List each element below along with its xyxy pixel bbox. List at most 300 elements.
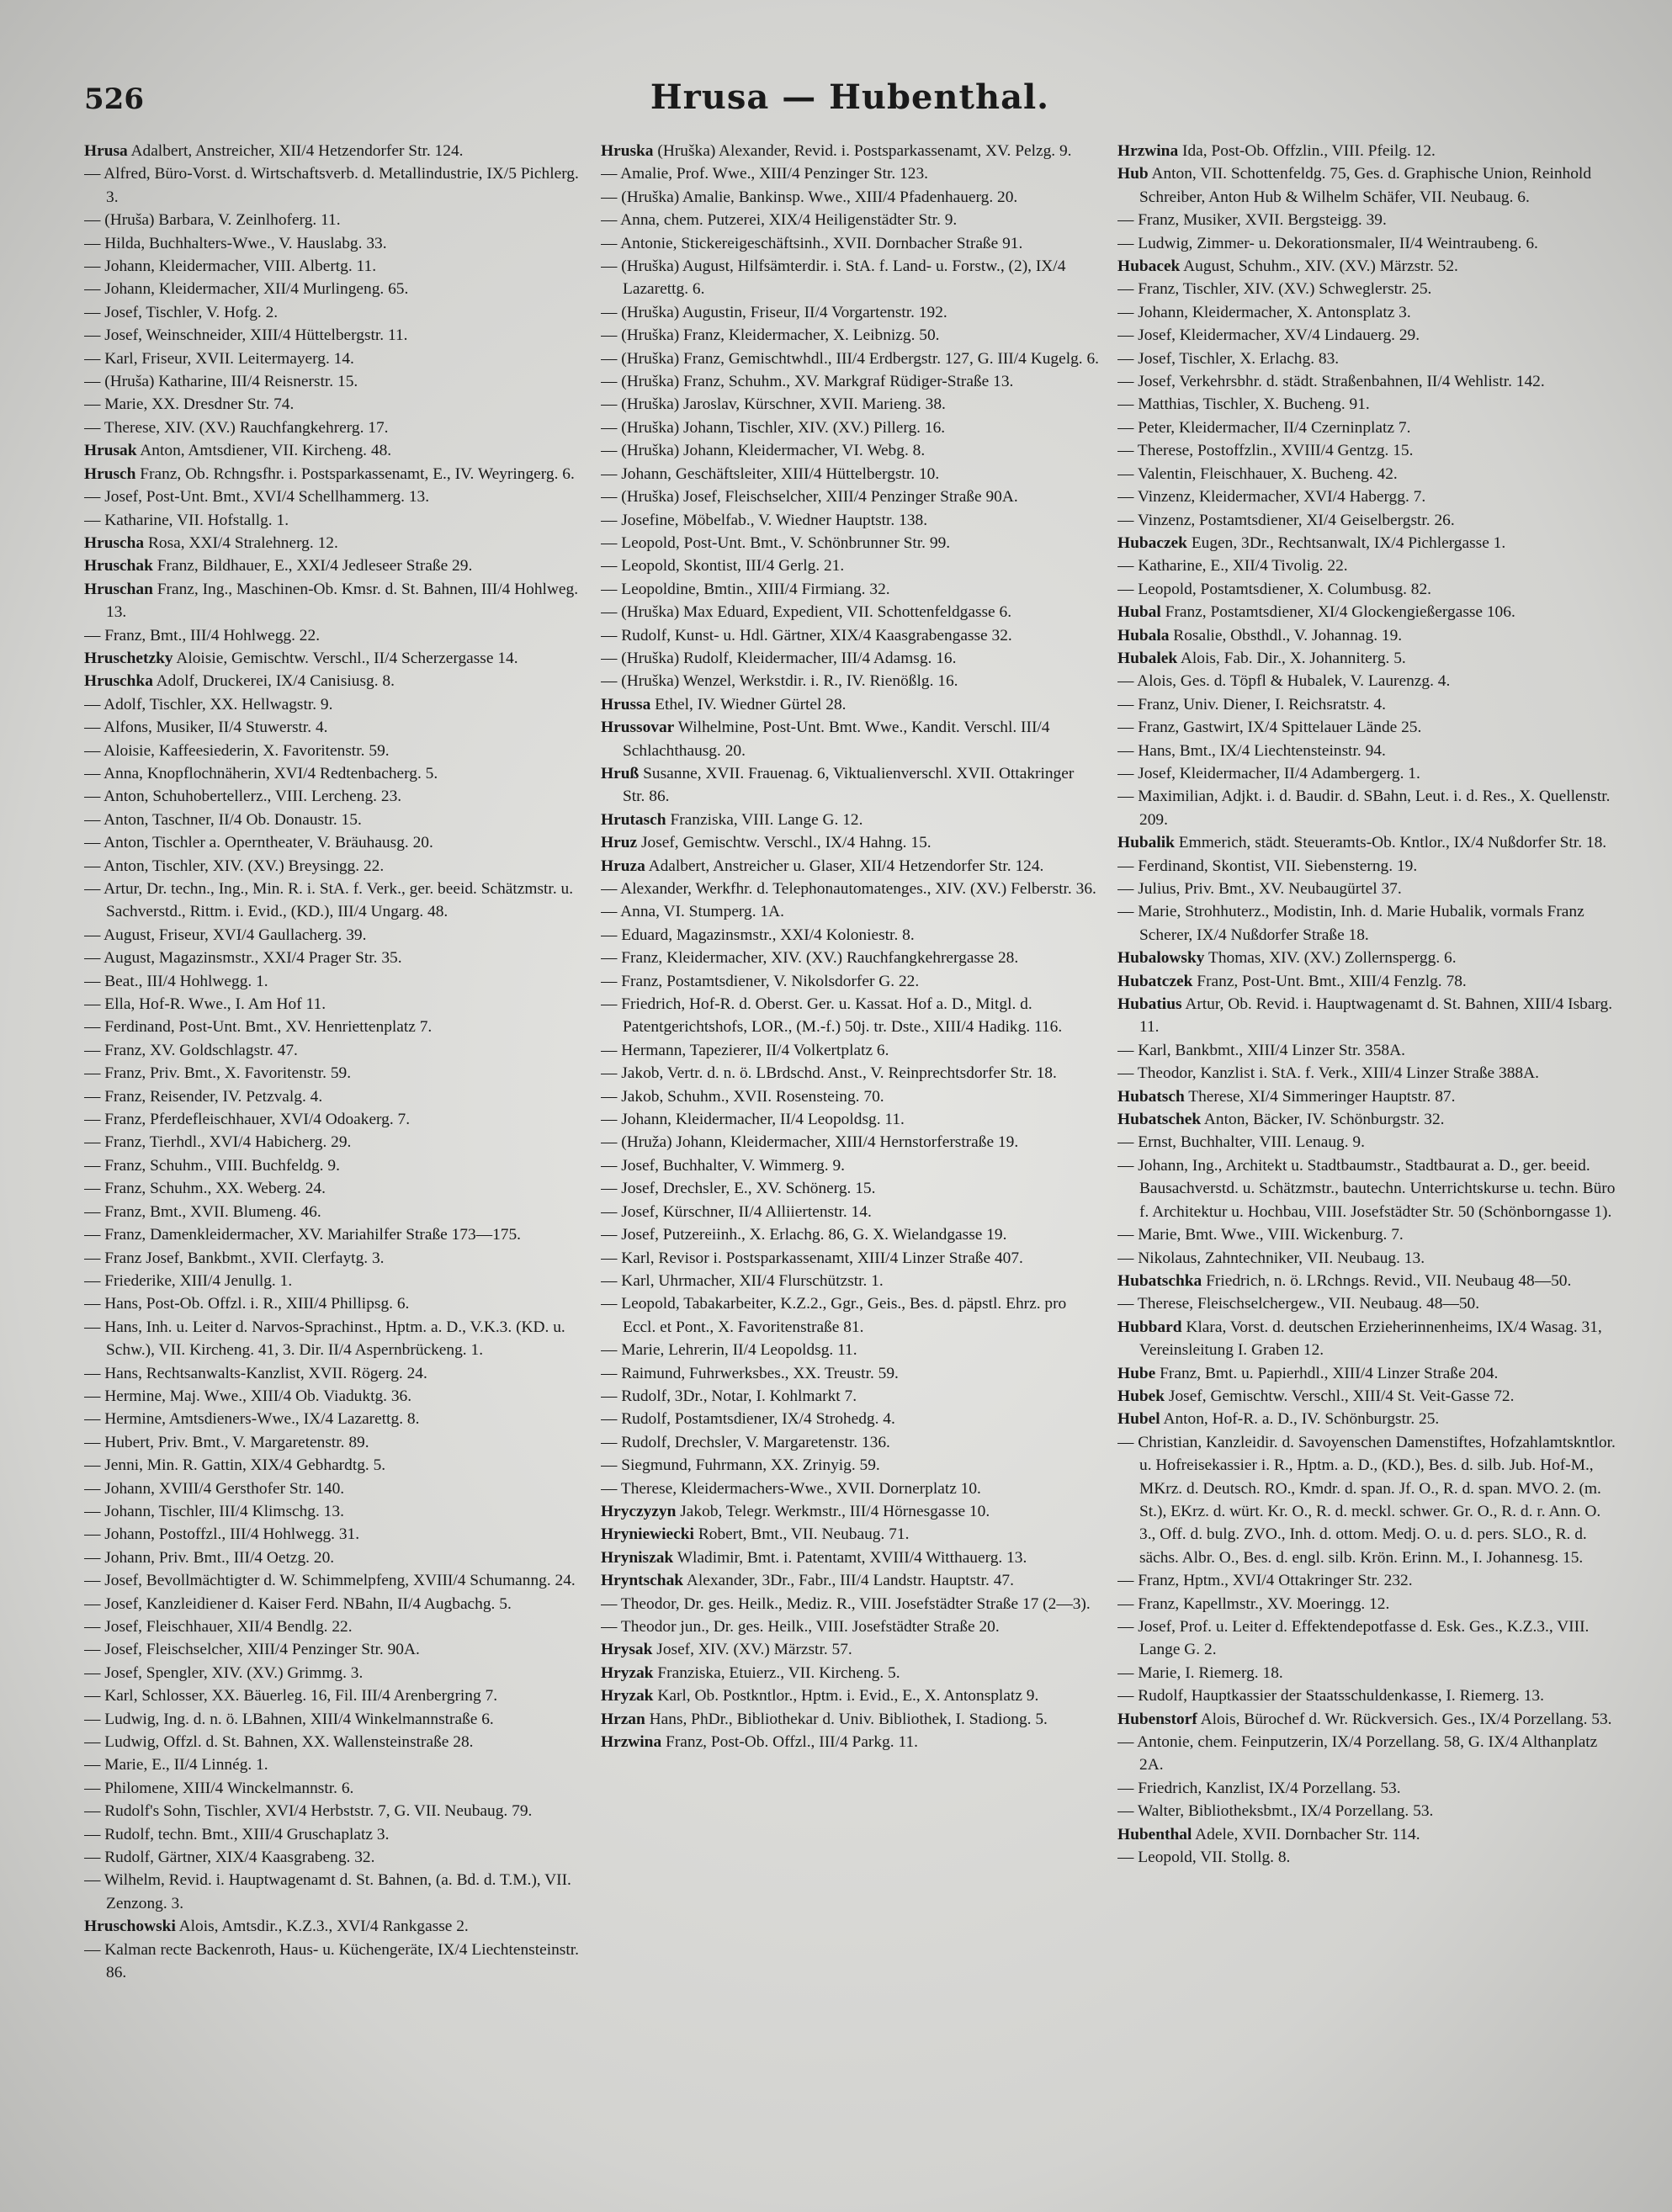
entry-surname: Hubalek bbox=[1117, 649, 1178, 667]
directory-entry bbox=[1117, 1385, 1616, 1408]
entry-text: Aloisie, Gemischtw. Verschl., II/4 Scherzergasse 14. bbox=[176, 649, 518, 667]
directory-entry bbox=[84, 1500, 582, 1523]
entry-text: — Kalman recte Backenroth, Haus- u. Küchengeräte, IX/4 Liechtensteinstr. 86. bbox=[84, 1940, 579, 1982]
directory-entry bbox=[601, 162, 1099, 185]
directory-entry bbox=[84, 1039, 582, 1062]
entry-text: Alois, Bürochef d. Wr. Rückversich. Ges., IX/4 Porzellang. 53. bbox=[1200, 1710, 1612, 1728]
directory-entry bbox=[84, 1362, 582, 1385]
entry-surname: Hrzan bbox=[601, 1710, 645, 1728]
directory-entry bbox=[84, 1131, 582, 1154]
entry-text: — Johann, Kleidermacher, VIII. Albertg. 11. bbox=[84, 257, 377, 276]
directory-entry bbox=[1117, 855, 1616, 878]
entry-surname: Hubalowsky bbox=[1117, 949, 1205, 968]
directory-entry bbox=[601, 1615, 1099, 1638]
entry-surname: Hubatius bbox=[1117, 995, 1182, 1014]
directory-entry bbox=[84, 1062, 582, 1085]
entry-text: — Leopold, Postamtsdiener, X. Columbusg. 82. bbox=[1117, 580, 1432, 598]
entry-text: — Josef, Kleidermacher, XV/4 Lindauerg. 29. bbox=[1117, 326, 1420, 345]
directory-entry bbox=[84, 1316, 582, 1362]
directory-entry bbox=[84, 1385, 582, 1408]
entry-text: — Leopold, Tabakarbeiter, K.Z.2., Ggr., Geis., Bes. d. päpstl. Ehrz. pro Eccl. et Pont., X. Favoritenstraße 81. bbox=[601, 1295, 1067, 1336]
entry-text: — Josef, Tischler, V. Hofg. 2. bbox=[84, 303, 279, 321]
directory-entry bbox=[601, 140, 1099, 162]
directory-entry bbox=[1117, 785, 1616, 831]
entry-surname: Hubatschek bbox=[1117, 1111, 1202, 1129]
directory-entry bbox=[601, 1223, 1099, 1246]
entry-surname: Hruß bbox=[601, 764, 640, 782]
entry-surname: Hrussovar bbox=[601, 719, 675, 737]
entry-text: — Josef, Putzereiinh., X. Erlachg. 86, G. X. Wielandgasse 19. bbox=[601, 1226, 1007, 1244]
entry-text: — Karl, Revisor i. Postsparkassenamt, XIII/4 Linzer Straße 407. bbox=[601, 1249, 1023, 1267]
entry-text: — Rudolf, Drechsler, V. Margaretenstr. 136. bbox=[601, 1433, 890, 1451]
entry-text: Alois, Amtsdir., K.Z.3., XVI/4 Rankgasse 2. bbox=[178, 1918, 469, 1936]
directory-entry bbox=[1117, 716, 1616, 739]
directory-entry bbox=[1117, 416, 1616, 439]
directory-entry bbox=[1117, 370, 1616, 393]
entry-text: Klara, Vorst. d. deutschen Erzieherinnenheims, IX/4 Wasag. 31, Vereinsleitung I. Graben 12. bbox=[1139, 1318, 1602, 1360]
directory-entry bbox=[601, 993, 1099, 1039]
directory-entry bbox=[601, 485, 1099, 508]
directory-entry bbox=[84, 1708, 582, 1731]
directory-entry bbox=[84, 1546, 582, 1569]
entry-text: — Jenni, Min. R. Gattin, XIX/4 Gebhardtg. 5. bbox=[84, 1456, 386, 1475]
entry-text: — Matthias, Tischler, X. Bucheng. 91. bbox=[1117, 395, 1370, 414]
directory-entry bbox=[1117, 1777, 1616, 1800]
entry-text: — Josef, Prof. u. Leiter d. Effektendepotfasse d. Esk. Ges., K.Z.3., VIII. Lange G. 2. bbox=[1117, 1618, 1590, 1659]
entry-text: — Jakob, Vertr. d. n. ö. LBrdschd. Anst., V. Reinprechtsdorfer Str. 18. bbox=[601, 1064, 1057, 1083]
entry-text: — Karl, Uhrmacher, XII/4 Flurschützstr. 1. bbox=[601, 1271, 884, 1290]
directory-entry bbox=[1117, 393, 1616, 416]
entry-text: — Artur, Dr. techn., Ing., Min. R. i. StA. f. Verk., ger. beeid. Schätzmstr. u. Sachverstd., Rittm. i. Evid., (KD.), III/4 Ungarg. 48. bbox=[84, 880, 574, 921]
directory-entry bbox=[84, 1846, 582, 1869]
column-2 bbox=[601, 140, 1099, 2193]
directory-entry bbox=[1117, 947, 1616, 969]
directory-entry bbox=[1117, 1662, 1616, 1684]
directory-entry bbox=[84, 1939, 582, 1985]
entry-surname: Hruschak bbox=[84, 557, 153, 576]
directory-entry bbox=[601, 1546, 1099, 1569]
entry-text: — Franz, Schuhm., VIII. Buchfeldg. 9. bbox=[84, 1156, 340, 1175]
directory-entry bbox=[84, 1292, 582, 1315]
entry-text: — Franz Josef, Bankbmt., XVII. Clerfaytg. 3. bbox=[84, 1249, 385, 1267]
directory-entry bbox=[84, 1800, 582, 1822]
directory-entry bbox=[84, 255, 582, 278]
entry-text: — Ella, Hof-R. Wwe., I. Am Hof 11. bbox=[84, 995, 326, 1014]
page-number: 526 bbox=[84, 82, 144, 116]
directory-entry bbox=[84, 831, 582, 854]
directory-entry bbox=[1117, 1569, 1616, 1592]
entry-text: — Josef, Buchhalter, V. Wimmerg. 9. bbox=[601, 1156, 845, 1175]
entry-text: — Johann, Tischler, III/4 Klimschg. 13. bbox=[84, 1502, 344, 1520]
entry-text: — Josefine, Möbelfab., V. Wiedner Hauptstr. 138. bbox=[601, 511, 928, 529]
entry-text: Anton, Amtsdiener, VII. Kircheng. 48. bbox=[140, 442, 392, 460]
entry-text: — (Hruška) Jaroslav, Kürschner, XVII. Marieng. 38. bbox=[601, 395, 946, 414]
directory-entry bbox=[84, 809, 582, 831]
entry-surname: Hrusak bbox=[84, 442, 137, 460]
entry-text: — Theodor, Dr. ges. Heilk., Mediz. R., VIII. Josefstädter Straße 17 (2—3). bbox=[601, 1594, 1091, 1613]
directory-entry bbox=[1117, 1823, 1616, 1846]
entry-text: — Christian, Kanzleidir. d. Savoyenschen Damenstiftes, Hofzahlamtskntlor. u. Hofreisekassier i. R., Hptm. a. D., (KD.), Bes. d. silb. Jub. Hof-M., MKrz. d. Deutsch. RO., Kmdr. d. span. Jf. O., R. d. span. MVO. 2. (m. St.), EKrz. d. würt. Kr. O., R. d. meckl. schwer. Gr. O., R. d. r. Ann. O. 3., Off. d. bulg. ZVO., Inh. d. ottom. Medj. O. u. d. pers. SLO., R. d. sächs. Albr. O., Bes. d. engl. silb. Krön. Erinn. M., I. Johannesg. 15. bbox=[1117, 1433, 1616, 1567]
directory-entry bbox=[601, 1247, 1099, 1270]
entry-text: — Ferdinand, Post-Unt. Bmt., XV. Henriettenplatz 7. bbox=[84, 1018, 433, 1037]
directory-entry bbox=[1117, 509, 1616, 532]
entry-text: — (Hruška) Augustin, Friseur, II/4 Vorgartenstr. 192. bbox=[601, 303, 947, 321]
entry-text: Ida, Post-Ob. Offzlin., VIII. Pfeilg. 12. bbox=[1182, 142, 1436, 160]
directory-entry bbox=[1117, 1362, 1616, 1385]
directory-entry bbox=[84, 1108, 582, 1131]
entry-text: — Franz, Tischler, XIV. (XV.) Schweglerstr. 25. bbox=[1117, 280, 1432, 299]
directory-entry bbox=[601, 1662, 1099, 1684]
entry-text: Artur, Ob. Revid. i. Hauptwagenamt d. St. Bahnen, XIII/4 Isbarg. 11. bbox=[1139, 995, 1613, 1037]
directory-entry bbox=[84, 463, 582, 485]
entry-text: — Jakob, Schuhm., XVII. Rosensteing. 70. bbox=[601, 1087, 884, 1106]
directory-entry bbox=[84, 1615, 582, 1638]
entry-text: Rosa, XXI/4 Stralehnerg. 12. bbox=[147, 533, 338, 552]
directory-entry bbox=[601, 416, 1099, 439]
page-header bbox=[84, 77, 1616, 128]
directory-entry bbox=[84, 785, 582, 808]
directory-entry bbox=[601, 439, 1099, 462]
entry-text: Adalbert, Anstreicher, XII/4 Hetzendorfer Str. 124. bbox=[130, 142, 464, 160]
entry-text: — Hermine, Amtsdieners-Wwe., IX/4 Lazarettg. 8. bbox=[84, 1410, 420, 1429]
entry-text: — Anton, Taschner, II/4 Ob. Donaustr. 15. bbox=[84, 810, 362, 829]
directory-entry bbox=[84, 578, 582, 624]
entry-text: — Vinzenz, Postamtsdiener, XI/4 Geiselbergstr. 26. bbox=[1117, 511, 1455, 529]
entry-text: Franz, Bmt. u. Papierhdl., XIII/4 Linzer Straße 204. bbox=[1160, 1364, 1499, 1382]
directory-entry bbox=[601, 762, 1099, 809]
directory-entry bbox=[1117, 670, 1616, 692]
entry-text: — Anton, Tischler a. Operntheater, V. Bräuhausg. 20. bbox=[84, 834, 433, 852]
entry-text: — Ferdinand, Skontist, VII. Siebensterng. 19. bbox=[1117, 857, 1418, 875]
entry-text: — Johann, Priv. Bmt., III/4 Oetzg. 20. bbox=[84, 1548, 335, 1567]
directory-entry bbox=[601, 1454, 1099, 1477]
entry-text: — Rudolf, Postamtsdiener, IX/4 Strohedg. 4. bbox=[601, 1410, 895, 1429]
entry-text: — Friederike, XIII/4 Jenullg. 1. bbox=[84, 1271, 293, 1290]
directory-entry bbox=[84, 1247, 582, 1270]
directory-entry bbox=[601, 1593, 1099, 1615]
entry-text: — Josef, Spengler, XIV. (XV.) Grimmg. 3. bbox=[84, 1663, 364, 1682]
directory-entry bbox=[601, 855, 1099, 878]
entry-text: — Hans, Inh. u. Leiter d. Narvos-Sprachinst., Hptm. a. D., V.K.3. (KD. u. Schw.), VII. Kircheng. 41, 3. Dir. II/4 Aspernbrückeng. 1. bbox=[84, 1318, 565, 1360]
directory-entry bbox=[84, 370, 582, 393]
entry-text: — Hermine, Maj. Wwe., XIII/4 Ob. Viaduktg. 36. bbox=[84, 1387, 412, 1405]
entry-text: — (Hruška) Johann, Kleidermacher, VI. Webg. 8. bbox=[601, 442, 926, 460]
entry-text: — Anna, VI. Stumperg. 1A. bbox=[601, 903, 784, 921]
entry-text: — Franz, Postamtsdiener, V. Nikolsdorfer G. 22. bbox=[601, 972, 920, 990]
entry-text: Rosalie, Obsthdl., V. Johannag. 19. bbox=[1173, 626, 1403, 645]
entry-text: Eugen, 3Dr., Rechtsanwalt, IX/4 Pichlergasse 1. bbox=[1191, 533, 1506, 552]
directory-entry bbox=[601, 1362, 1099, 1385]
directory-entry bbox=[1117, 1431, 1616, 1569]
directory-entry bbox=[84, 1869, 582, 1915]
entry-surname: Hrzwina bbox=[1117, 142, 1179, 160]
entry-text: — Franz, Musiker, XVII. Bergsteigg. 39. bbox=[1117, 211, 1387, 230]
directory-entry bbox=[84, 716, 582, 739]
entry-surname: Hubatczek bbox=[1117, 972, 1193, 990]
directory-entry bbox=[84, 693, 582, 716]
directory-entry bbox=[1117, 1615, 1616, 1662]
entry-surname: Hrusch bbox=[84, 464, 136, 483]
directory-entry bbox=[1117, 693, 1616, 716]
entry-text: — Antonie, chem. Feinputzerin, IX/4 Porzellang. 58, G. IX/4 Althanplatz 2A. bbox=[1117, 1733, 1598, 1774]
directory-entry bbox=[84, 1915, 582, 1938]
entry-surname: Hruska bbox=[601, 142, 654, 160]
entry-text: — Rudolf, 3Dr., Notar, I. Kohlmarkt 7. bbox=[601, 1387, 857, 1405]
entry-text: — Josef, Tischler, X. Erlachg. 83. bbox=[1117, 349, 1340, 368]
directory-entry bbox=[1117, 970, 1616, 993]
entry-surname: Hubatschka bbox=[1117, 1271, 1202, 1290]
directory-entry bbox=[601, 1638, 1099, 1661]
directory-entry bbox=[84, 1016, 582, 1038]
entry-text: — Franz, Gastwirt, IX/4 Spittelauer Lände 25. bbox=[1117, 719, 1422, 737]
directory-entry bbox=[1117, 1062, 1616, 1085]
directory-entry bbox=[601, 809, 1099, 831]
directory-entry bbox=[84, 1823, 582, 1846]
directory-entry bbox=[601, 301, 1099, 324]
directory-entry bbox=[601, 947, 1099, 969]
directory-entry bbox=[84, 509, 582, 532]
directory-entry bbox=[601, 186, 1099, 209]
entry-text: — Franz, XV. Goldschlagstr. 47. bbox=[84, 1041, 298, 1059]
directory-entry bbox=[84, 1593, 582, 1615]
directory-entry bbox=[84, 416, 582, 439]
entry-text: — Rudolf's Sohn, Tischler, XVI/4 Herbststr. 7, G. VII. Neubaug. 79. bbox=[84, 1802, 533, 1821]
directory-entry bbox=[84, 209, 582, 231]
entry-surname: Hubek bbox=[1117, 1387, 1165, 1405]
entry-text: — Josef, Kleidermacher, II/4 Adambergerg. 1. bbox=[1117, 764, 1420, 782]
entry-text: — Karl, Friseur, XVII. Leitermayerg. 14. bbox=[84, 349, 354, 368]
entry-text: Wladimir, Bmt. i. Patentamt, XVIII/4 Witthauerg. 13. bbox=[677, 1548, 1027, 1567]
entry-text: — (Hruška) August, Hilfsämterdir. i. StA. f. Land- u. Forstw., (2), IX/4 Lazarettg. 6. bbox=[601, 257, 1066, 299]
entry-text: — Franz, Hptm., XVI/4 Ottakringer Str. 232. bbox=[1117, 1572, 1413, 1590]
directory-entry bbox=[601, 554, 1099, 577]
directory-entry bbox=[84, 855, 582, 878]
entry-text: Karl, Ob. Postkntlor., Hptm. i. Evid., E., X. Antonsplatz 9. bbox=[657, 1687, 1039, 1705]
entry-text: — Franz, Priv. Bmt., X. Favoritenstr. 59. bbox=[84, 1064, 352, 1083]
directory-entry bbox=[84, 324, 582, 347]
directory-entry bbox=[84, 1638, 582, 1661]
directory-entry bbox=[601, 209, 1099, 231]
entry-text: — (Hruša) Katharine, III/4 Reisnerstr. 15. bbox=[84, 373, 358, 391]
directory-entry bbox=[601, 1085, 1099, 1108]
entry-text: — Franz, Damenkleidermacher, XV. Mariahilfer Straße 173—175. bbox=[84, 1226, 522, 1244]
entry-text: Emmerich, städt. Steueramts-Ob. Kntlor., IX/4 Nußdorfer Str. 18. bbox=[1178, 834, 1607, 852]
directory-entry bbox=[1117, 1708, 1616, 1731]
directory-entry bbox=[84, 1408, 582, 1430]
directory-entry bbox=[601, 1108, 1099, 1131]
entry-surname: Hrussa bbox=[601, 695, 651, 713]
entry-surname: Hruschowski bbox=[84, 1918, 176, 1936]
entry-text: — Franz, Schuhm., XX. Weberg. 24. bbox=[84, 1180, 326, 1198]
entry-surname: Hrutasch bbox=[601, 810, 666, 829]
directory-entry bbox=[1117, 1684, 1616, 1707]
entry-surname: Hryniewiecki bbox=[601, 1525, 694, 1544]
entry-text: — Josef, Weinschneider, XIII/4 Hüttelbergstr. 11. bbox=[84, 326, 408, 345]
entry-surname: Hruschka bbox=[84, 672, 153, 691]
directory-entry bbox=[1117, 347, 1616, 370]
entry-text: — Hans, Post-Ob. Offzl. i. R., XIII/4 Phillipsg. 6. bbox=[84, 1295, 410, 1313]
column-1 bbox=[84, 140, 582, 2193]
directory-entry bbox=[1117, 485, 1616, 508]
entry-text: Franz, Post-Unt. Bmt., XIII/4 Fenzlg. 78. bbox=[1197, 972, 1467, 990]
directory-entry bbox=[601, 1477, 1099, 1500]
entry-text: — Vinzenz, Kleidermacher, XVI/4 Habergg. 7. bbox=[1117, 488, 1426, 507]
entry-text: — Franz, Kapellmstr., XV. Moeringg. 12. bbox=[1117, 1594, 1390, 1613]
entry-text: — Beat., III/4 Hohlwegg. 1. bbox=[84, 972, 268, 990]
directory-entry bbox=[1117, 278, 1616, 300]
entry-text: — (Hruška) Rudolf, Kleidermacher, III/4 Adamsg. 16. bbox=[601, 649, 957, 667]
entry-surname: Hubaczek bbox=[1117, 533, 1187, 552]
directory-entry bbox=[601, 831, 1099, 854]
entry-text: — Rudolf, Kunst- u. Hdl. Gärtner, XIX/4 Kaasgrabengasse 32. bbox=[601, 626, 1012, 645]
directory-entry bbox=[84, 393, 582, 416]
entry-text: — Johann, Postoffzl., III/4 Hohlwegg. 31. bbox=[84, 1525, 360, 1544]
entry-text: — August, Friseur, XVI/4 Gaullacherg. 39. bbox=[84, 926, 367, 944]
entry-text: — Hans, Rechtsanwalts-Kanzlist, XVII. Rögerg. 24. bbox=[84, 1364, 427, 1382]
entry-text: Anton, Hof-R. a. D., IV. Schönburgstr. 25. bbox=[1163, 1410, 1440, 1429]
entry-text: — Johann, Kleidermacher, II/4 Leopoldsg. 11. bbox=[601, 1111, 905, 1129]
entry-text: Adele, XVII. Dornbacher Str. 114. bbox=[1195, 1825, 1420, 1843]
entry-surname: Hubala bbox=[1117, 626, 1170, 645]
directory-entry bbox=[1117, 762, 1616, 785]
directory-entry bbox=[1117, 463, 1616, 485]
entry-text: — Ludwig, Offzl. d. St. Bahnen, XX. Wallensteinstraße 28. bbox=[84, 1733, 474, 1752]
column-3 bbox=[1117, 140, 1616, 2193]
entry-surname: Hruscha bbox=[84, 533, 145, 552]
entry-text: — Franz, Kleidermacher, XIV. (XV.) Rauchfangkehrergasse 28. bbox=[601, 949, 1019, 968]
directory-entry bbox=[84, 1523, 582, 1546]
entry-text: — Hilda, Buchhalters-Wwe., V. Hauslabg. 33. bbox=[84, 234, 387, 252]
entry-text: — Karl, Schlosser, XX. Bäuerleg. 16, Fil. III/4 Arenbergring 7. bbox=[84, 1687, 498, 1705]
entry-surname: Hruschan bbox=[84, 580, 153, 598]
directory-entry bbox=[1117, 900, 1616, 947]
entry-text: — Leopold, Skontist, III/4 Gerlg. 21. bbox=[601, 557, 845, 576]
directory-entry bbox=[84, 970, 582, 993]
directory-entry bbox=[1117, 1247, 1616, 1270]
entry-surname: Hryczyzyn bbox=[601, 1502, 677, 1520]
entry-text: — Aloisie, Kaffeesiederin, X. Favoritenstr. 59. bbox=[84, 741, 390, 760]
directory-entry bbox=[84, 1731, 582, 1753]
entry-text: — Raimund, Fuhrwerksbes., XX. Treustr. 59. bbox=[601, 1364, 899, 1382]
directory-entry bbox=[1117, 162, 1616, 209]
entry-text: — Leopold, Post-Unt. Bmt., V. Schönbrunner Str. 99. bbox=[601, 533, 951, 552]
entry-text: — (Hruška) Josef, Fleischselcher, XIII/4 Penzinger Straße 90A. bbox=[601, 488, 1018, 507]
directory-entry bbox=[1117, 232, 1616, 255]
directory-entry bbox=[601, 1408, 1099, 1430]
directory-entry bbox=[1117, 1154, 1616, 1223]
entry-text: — Johann, Ing., Architekt u. Stadtbaumstr., Stadtbaurat a. D., ger. beeid. Bausachverstd. u. Schätzmstr., bautechn. Unterrichtskurse u. techn. Büro f. Architektur u. Hochbau, VIII. Josefstädter Str. 50 (Schönborngasse 1). bbox=[1117, 1156, 1616, 1221]
entry-text: — (Hruška) Franz, Gemischtwhdl., III/4 Erdbergstr. 127, G. III/4 Kugelg. 6. bbox=[601, 349, 1099, 368]
entry-text: (Hruška) Alexander, Revid. i. Postsparkassenamt, XV. Pelzg. 9. bbox=[657, 142, 1072, 160]
directory-entry bbox=[84, 762, 582, 785]
directory-entry bbox=[601, 1708, 1099, 1731]
entry-text: — Franz, Bmt., XVII. Blumeng. 46. bbox=[84, 1202, 321, 1221]
entry-surname: Hryzak bbox=[601, 1663, 654, 1682]
entry-text: — Franz, Bmt., III/4 Hohlwegg. 22. bbox=[84, 626, 321, 645]
directory-entry bbox=[1117, 1039, 1616, 1062]
entry-text: Therese, XI/4 Simmeringer Hauptstr. 87. bbox=[1188, 1087, 1456, 1106]
directory-entry bbox=[1117, 1270, 1616, 1292]
directory-entry bbox=[84, 1431, 582, 1454]
directory-entry bbox=[1117, 1408, 1616, 1430]
directory-entry bbox=[601, 1292, 1099, 1339]
entry-surname: Hruschetzky bbox=[84, 649, 173, 667]
directory-entry bbox=[1117, 301, 1616, 324]
directory-entry bbox=[1117, 255, 1616, 278]
directory-entry bbox=[84, 1270, 582, 1292]
entry-surname: Hrzwina bbox=[601, 1733, 662, 1752]
directory-entry bbox=[84, 670, 582, 692]
entry-text: — Amalie, Prof. Wwe., XIII/4 Penzinger Str. 123. bbox=[601, 165, 929, 183]
directory-entry bbox=[84, 1223, 582, 1246]
entry-surname: Hruza bbox=[601, 857, 645, 875]
entry-text: Hans, PhDr., Bibliothekar d. Univ. Bibliothek, I. Stadiong. 5. bbox=[649, 1710, 1048, 1728]
entry-text: — Johann, Geschäftsleiter, XIII/4 Hüttelbergstr. 10. bbox=[601, 464, 940, 483]
entry-text: — (Hruška) Wenzel, Werkstdir. i. R., IV. Rienößlg. 16. bbox=[601, 672, 958, 691]
entry-text: — Marie, Bmt. Wwe., VIII. Wickenburg. 7. bbox=[1117, 1226, 1404, 1244]
entry-text: — August, Magazinsmstr., XXI/4 Prager Str. 35. bbox=[84, 949, 402, 968]
entry-text: — Eduard, Magazinsmstr., XXI/4 Koloniestr. 8. bbox=[601, 926, 915, 944]
entry-text: — Hermann, Tapezierer, II/4 Volkertplatz 6. bbox=[601, 1041, 889, 1059]
entry-text: — Antonie, Stickereigeschäftsinh., XVII. Dornbacher Straße 91. bbox=[601, 234, 1023, 252]
directory-entry bbox=[84, 993, 582, 1016]
entry-text: — Josef, Drechsler, E., XV. Schönerg. 15. bbox=[601, 1180, 876, 1198]
entry-surname: Hubatsch bbox=[1117, 1087, 1185, 1106]
directory-entry bbox=[601, 1339, 1099, 1361]
entry-text: — Leopoldine, Bmtin., XIII/4 Firmiang. 32. bbox=[601, 580, 890, 598]
entry-text: — Katharine, E., XII/4 Tivolig. 22. bbox=[1117, 557, 1348, 576]
entry-surname: Hryniszak bbox=[601, 1548, 674, 1567]
entry-text: Thomas, XIV. (XV.) Zollernspergg. 6. bbox=[1208, 949, 1457, 968]
directory-entry bbox=[84, 439, 582, 462]
directory-columns bbox=[84, 140, 1616, 2193]
entry-text: Alexander, 3Dr., Fabr., III/4 Landstr. Hauptstr. 47. bbox=[686, 1572, 1014, 1590]
entry-text: — Josef, Kanzleidiener d. Kaiser Ferd. NBahn, II/4 Augbachg. 5. bbox=[84, 1594, 512, 1613]
directory-entry bbox=[84, 1753, 582, 1776]
directory-entry bbox=[1117, 209, 1616, 231]
entry-text: — Marie, I. Riemerg. 18. bbox=[1117, 1663, 1283, 1682]
directory-entry bbox=[1117, 578, 1616, 601]
directory-entry bbox=[84, 740, 582, 762]
entry-text: Susanne, XVII. Frauenag. 6, Viktualienverschl. XVII. Ottakringer Str. 86. bbox=[623, 764, 1075, 806]
entry-surname: Hryzak bbox=[601, 1687, 654, 1705]
entry-text: — Theodor jun., Dr. ges. Heilk., VIII. Josefstädter Straße 20. bbox=[601, 1618, 1000, 1636]
entry-text: — Johann, XVIII/4 Gersthofer Str. 140. bbox=[84, 1479, 345, 1498]
entry-surname: Hubenstorf bbox=[1117, 1710, 1197, 1728]
entry-text: Franziska, VIII. Lange G. 12. bbox=[670, 810, 863, 829]
directory-entry bbox=[1117, 324, 1616, 347]
entry-text: Franz, Ing., Maschinen-Ob. Kmsr. d. St. Bahnen, III/4 Hohlweg. 13. bbox=[106, 580, 579, 622]
entry-text: — Josef, Kürschner, II/4 Alliiertenstr. 14. bbox=[601, 1202, 872, 1221]
directory-entry bbox=[84, 232, 582, 255]
directory-entry bbox=[1117, 1731, 1616, 1777]
entry-text: Josef, Gemischtw. Verschl., XIII/4 St. Veit-Gasse 72. bbox=[1168, 1387, 1515, 1405]
entry-text: — Franz, Univ. Diener, I. Reichsratstr. 4. bbox=[1117, 695, 1386, 713]
entry-text: — (Hruška) Franz, Kleidermacher, X. Leibnizg. 50. bbox=[601, 326, 940, 345]
entry-text: Anton, Bäcker, IV. Schönburgstr. 32. bbox=[1203, 1111, 1445, 1129]
directory-entry bbox=[601, 670, 1099, 692]
entry-text: — Franz, Pferdefleischhauer, XVI/4 Odoakerg. 7. bbox=[84, 1111, 411, 1129]
entry-text: — Walter, Bibliotheksbmt., IX/4 Porzellang. 53. bbox=[1117, 1802, 1434, 1821]
directory-entry bbox=[601, 324, 1099, 347]
directory-entry bbox=[601, 1154, 1099, 1177]
directory-entry bbox=[84, 1777, 582, 1800]
directory-entry bbox=[601, 1062, 1099, 1085]
entry-text: — Philomene, XIII/4 Winckelmannstr. 6. bbox=[84, 1779, 354, 1797]
directory-entry bbox=[84, 347, 582, 370]
directory-entry bbox=[601, 1684, 1099, 1707]
directory-entry bbox=[601, 1131, 1099, 1154]
